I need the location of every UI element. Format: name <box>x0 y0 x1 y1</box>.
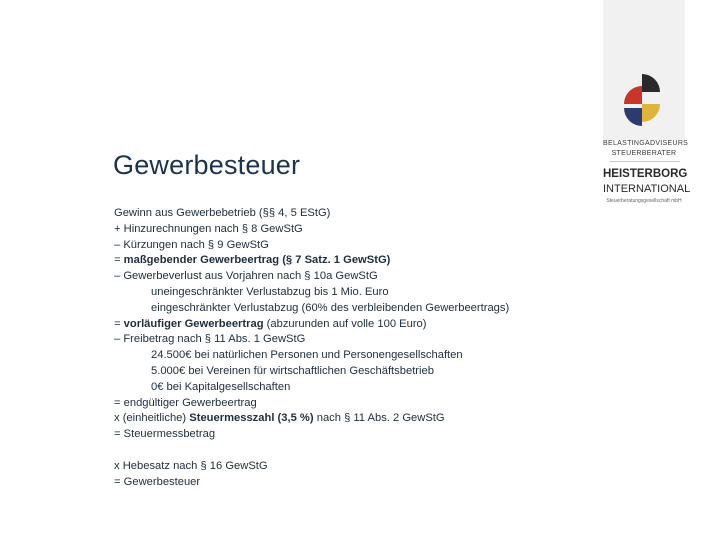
brand-name: HEISTERBORG <box>603 168 688 180</box>
scheme-line <box>114 332 594 348</box>
scheme-line <box>114 317 594 333</box>
scheme-line <box>114 411 594 427</box>
scheme-line-bold: vorläufiger Gewerbeertrag <box>123 317 264 330</box>
scheme-line-pre: = Steuermessbetrag <box>114 428 216 441</box>
scheme-line <box>114 301 594 317</box>
scheme-line-pre: eingeschränkter Verlustabzug (60% des verbleibenden Gewerbeertrags) <box>151 301 510 314</box>
logo-divider <box>610 161 680 162</box>
scheme-line-pre: = <box>114 317 124 330</box>
scheme-line-post: nach § 11 Abs. 2 GewStG <box>313 412 445 425</box>
scheme-line <box>114 285 594 301</box>
scheme-line <box>114 427 594 443</box>
scheme-line-pre: + Hinzurechnungen nach § 8 GewStG <box>114 222 303 235</box>
scheme-line-pre: x Hebesatz nach § 16 GewStG <box>114 459 268 472</box>
scheme-line-bold: maßgebender Gewerbeertrag (§ 7 Satz. 1 GewStG) <box>123 254 391 267</box>
logo-tagline-1: BELASTINGADVISEURS <box>603 140 689 147</box>
scheme-line <box>114 380 594 396</box>
scheme-line <box>114 269 594 285</box>
scheme-line <box>114 222 594 238</box>
scheme-line-pre: x (einheitliche) <box>114 412 190 425</box>
scheme-line <box>114 459 594 475</box>
scheme-line-pre: uneingeschränkter Verlustabzug bis 1 Mio. Euro <box>151 285 389 298</box>
scheme-line <box>114 396 594 412</box>
calculation-scheme <box>114 206 594 490</box>
scheme-line-pre: = <box>114 254 124 267</box>
scheme-line-pre: – Kürzungen nach § 9 GewStG <box>114 238 269 251</box>
scheme-line-pre: 5.000€ bei Vereinen für wirtschaftlichen Geschäftsbetrieb <box>151 364 434 377</box>
heisterborg-logo-icon <box>622 74 668 136</box>
scheme-line-pre: Gewinn aus Gewerbebetrieb (§§ 4, 5 EStG) <box>114 207 331 219</box>
brand-legal-form: Steuerberatungsgesellschaft mbH <box>606 198 682 204</box>
scheme-line <box>114 364 594 380</box>
scheme-line-pre: = Gewerbesteuer <box>114 475 201 488</box>
scheme-line-bold: Steuermesszahl (3,5 %) <box>189 412 314 425</box>
scheme-line-post: (abzurunden auf volle 100 Euro) <box>263 317 427 330</box>
scheme-line-pre: – Gewerbeverlust aus Vorjahren nach § 10a GewStG <box>114 270 378 283</box>
scheme-line <box>114 238 594 254</box>
line-spacer <box>114 443 594 459</box>
scheme-line <box>114 348 594 364</box>
logo-tagline-2: STEUERBERATER <box>611 150 677 157</box>
brand-subname: INTERNATIONAL <box>603 183 691 195</box>
scheme-line-pre: – Freibetrag nach § 11 Abs. 1 GewStG <box>114 333 306 346</box>
scheme-line-pre: 0€ bei Kapitalgesellschaften <box>151 380 291 393</box>
scheme-line <box>114 253 594 269</box>
scheme-line-pre: = endgültiger Gewerbeertrag <box>114 396 257 409</box>
slide-title: Gewerbesteuer <box>113 150 301 180</box>
scheme-line <box>114 206 594 222</box>
scheme-line <box>114 475 594 491</box>
scheme-line-pre: 24.500€ bei natürlichen Personen und Personengesellschaften <box>151 349 463 362</box>
